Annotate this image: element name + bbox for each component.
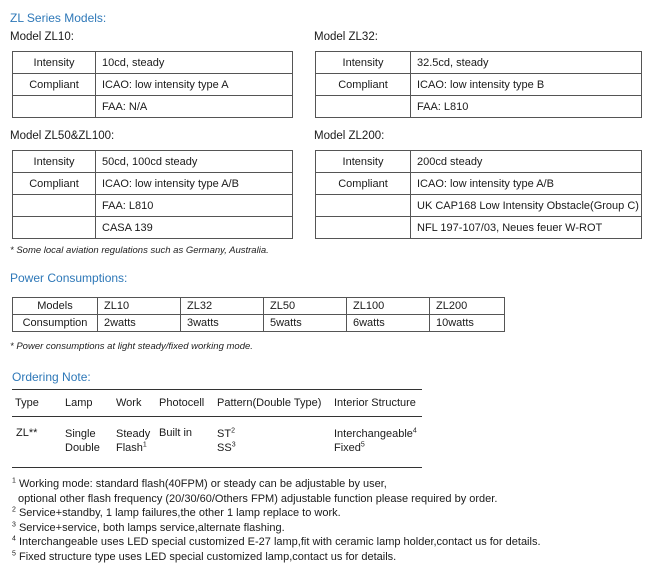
spec-key bbox=[316, 217, 411, 239]
spec-value: 50cd, 100cd steady bbox=[96, 151, 293, 173]
ordering-work-values bbox=[116, 427, 150, 455]
table-row bbox=[13, 74, 293, 96]
footnote-3: $^3$ Service+service, both lamps service,alternate flashing. bbox=[12, 521, 285, 534]
ordering-type-value: ZL** bbox=[16, 427, 38, 439]
table-row bbox=[13, 298, 505, 315]
spec-value: NFL 197-107/03, Neues feuer W-ROT bbox=[411, 217, 642, 239]
ordering-header-type: Type bbox=[15, 397, 39, 409]
ordering-header-work: Work bbox=[116, 397, 142, 409]
table-row bbox=[316, 52, 642, 74]
ordering-pattern-values bbox=[217, 427, 236, 455]
ordering-header-pattern: Pattern(Double Type) bbox=[217, 397, 322, 409]
table-row bbox=[316, 74, 642, 96]
power-footnote: * Power consumptions at light steady/fixed working mode. bbox=[10, 341, 253, 352]
footnote-1: $^1$ Working mode: standard flash(40FPM) or steady can be adjustable by user, bbox=[12, 477, 387, 490]
power-cell: ZL32 bbox=[181, 298, 264, 315]
model-zl32-table bbox=[315, 51, 642, 118]
spec-key: Compliant bbox=[316, 173, 411, 195]
models-footnote: * Some local aviation regulations such as Germany, Australia. bbox=[10, 245, 269, 256]
spec-value: FAA: L810 bbox=[411, 96, 642, 118]
spec-value: ICAO: low intensity type A/B bbox=[96, 173, 293, 195]
ordering-header-lamp: Lamp bbox=[65, 397, 93, 409]
footnote-5: $^5$ Fixed structure type uses LED special customized lamp,contact us for details. bbox=[12, 550, 397, 563]
spec-key bbox=[316, 195, 411, 217]
power-cell: ZL200 bbox=[430, 298, 505, 315]
spec-key: Compliant bbox=[13, 74, 96, 96]
footnote-1-continued: optional other flash frequency (20/30/60/Others FPM) adjustable function please required by order. bbox=[18, 493, 498, 505]
spec-value: FAA: N/A bbox=[96, 96, 293, 118]
page-title: ZL Series Models: bbox=[10, 11, 107, 25]
table-row bbox=[13, 217, 293, 239]
table-row bbox=[13, 96, 293, 118]
power-cell: 3watts bbox=[181, 315, 264, 332]
ordering-header-structure: Interior Structure bbox=[334, 397, 416, 409]
spec-key bbox=[13, 195, 96, 217]
power-cell: 2watts bbox=[98, 315, 181, 332]
spec-value: ICAO: low intensity type B bbox=[411, 74, 642, 96]
model-zl200-label: Model ZL200: bbox=[314, 130, 385, 142]
model-zl32-label: Model ZL32: bbox=[314, 31, 378, 43]
footnote-2: $^2$ Service+standby, 1 lamp failures,the other 1 lamp replace to work. bbox=[12, 506, 341, 519]
spec-value: ICAO: low intensity type A/B bbox=[411, 173, 642, 195]
spec-value: CASA 139 bbox=[96, 217, 293, 239]
power-cell: Models bbox=[13, 298, 98, 315]
spec-value: ICAO: low intensity type A bbox=[96, 74, 293, 96]
lamp-option: Double bbox=[65, 442, 100, 454]
spec-key: Intensity bbox=[316, 52, 411, 74]
spec-key: Intensity bbox=[13, 52, 96, 74]
table-row bbox=[316, 96, 642, 118]
divider bbox=[12, 389, 422, 390]
model-zl50-zl100-label: Model ZL50&ZL100: bbox=[10, 130, 115, 142]
spec-value: UK CAP168 Low Intensity Obstacle(Group C) bbox=[411, 195, 642, 217]
table-row bbox=[316, 217, 642, 239]
model-zl10-label: Model ZL10: bbox=[10, 31, 74, 43]
table-row bbox=[316, 195, 642, 217]
table-row bbox=[13, 52, 293, 74]
spec-value: 200cd steady bbox=[411, 151, 642, 173]
model-zl200-table bbox=[315, 150, 642, 239]
table-row bbox=[13, 195, 293, 217]
spec-value: 32.5cd, steady bbox=[411, 52, 642, 74]
ordering-lamp-values bbox=[65, 427, 100, 455]
spec-key bbox=[316, 96, 411, 118]
pattern-option: $ST^2$ bbox=[217, 427, 235, 440]
ordering-header-photocell: Photocell bbox=[159, 397, 205, 409]
power-cell: ZL10 bbox=[98, 298, 181, 315]
ordering-section-title: Ordering Note: bbox=[12, 370, 91, 384]
table-row bbox=[316, 173, 642, 195]
spec-key: Intensity bbox=[316, 151, 411, 173]
structure-option: Fixed$^5$ bbox=[334, 441, 365, 454]
table-row bbox=[13, 173, 293, 195]
table-row bbox=[13, 315, 505, 332]
power-cell: Consumption bbox=[13, 315, 98, 332]
power-cell: 10watts bbox=[430, 315, 505, 332]
model-zl10-table bbox=[12, 51, 293, 118]
table-row bbox=[13, 151, 293, 173]
spec-value: 10cd, steady bbox=[96, 52, 293, 74]
spec-key bbox=[13, 217, 96, 239]
power-cell: ZL50 bbox=[264, 298, 347, 315]
spec-key bbox=[13, 96, 96, 118]
work-option: Steady bbox=[116, 428, 151, 440]
spec-key: Compliant bbox=[316, 74, 411, 96]
ordering-structure-values bbox=[334, 427, 417, 455]
power-cell: ZL100 bbox=[347, 298, 430, 315]
spec-value: FAA: L810 bbox=[96, 195, 293, 217]
footnote-4: $^4$ Interchangeable uses LED special customized E-27 lamp,fit with ceramic lamp holder,contact us for details. bbox=[12, 535, 541, 548]
structure-option: Interchangeable$^4$ bbox=[334, 427, 417, 440]
spec-key: Compliant bbox=[13, 173, 96, 195]
power-cell: 5watts bbox=[264, 315, 347, 332]
table-row bbox=[316, 151, 642, 173]
power-cell: 6watts bbox=[347, 315, 430, 332]
power-table bbox=[12, 297, 505, 332]
divider bbox=[12, 467, 422, 468]
model-zl50-zl100-table bbox=[12, 150, 293, 239]
divider bbox=[12, 416, 422, 417]
pattern-option: $SS^3$ bbox=[217, 441, 236, 454]
power-section-title: Power Consumptions: bbox=[10, 271, 128, 285]
work-option: Flash$^1$ bbox=[116, 441, 147, 454]
spec-key: Intensity bbox=[13, 151, 96, 173]
ordering-photocell-value: Built in bbox=[159, 427, 193, 439]
lamp-option: Single bbox=[65, 428, 96, 440]
